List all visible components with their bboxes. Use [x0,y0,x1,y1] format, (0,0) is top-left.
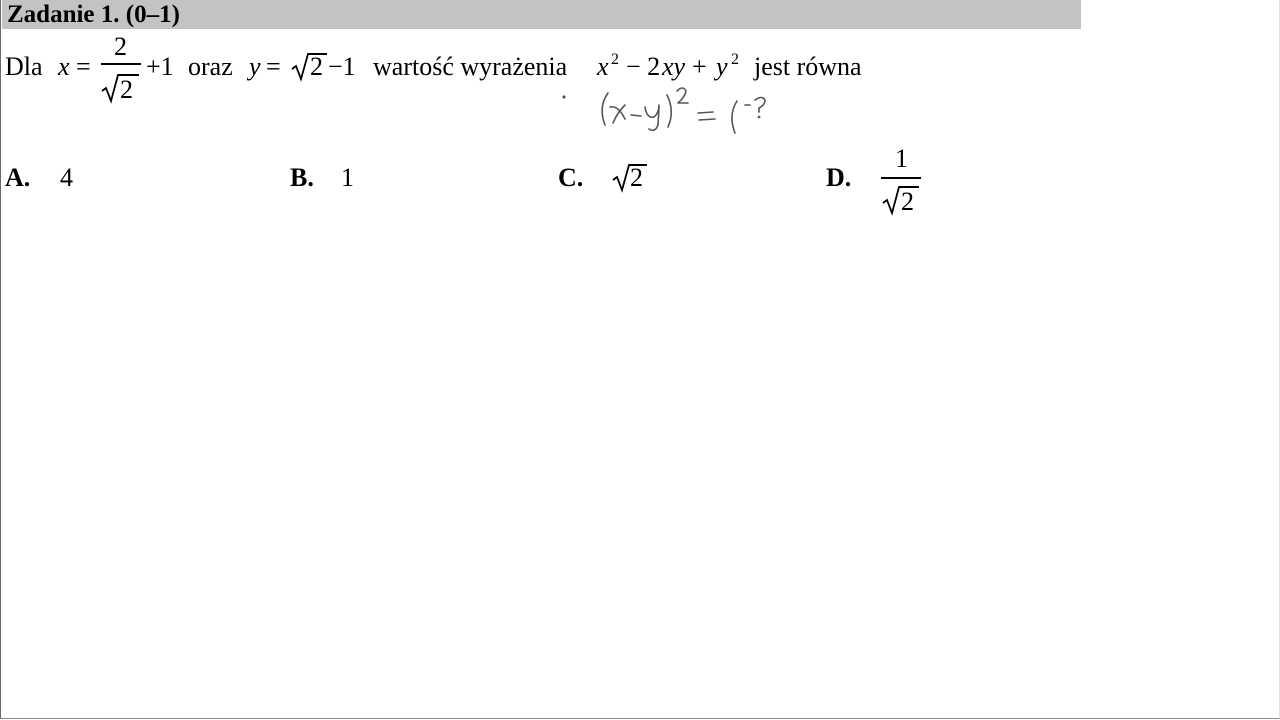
answer-value: 2 [630,163,643,192]
x-fraction-numerator: 2 [114,32,127,61]
answer-fraction-denominator: 2 [901,187,914,216]
answer-letter: A. [5,163,31,192]
var-y: y [249,52,261,81]
answer-fraction-bar [881,177,921,179]
y-radicand: 2 [310,52,323,81]
word-oraz: oraz [188,52,233,81]
sqrt-symbol-icon [882,186,902,216]
answer-value: 4 [60,163,73,192]
answer-letter: D. [826,163,852,192]
answer-letter: B. [290,163,314,192]
answer-value: 1 [341,163,354,192]
expr-x: x [597,52,609,81]
var-x: x [58,52,70,81]
task-title: Zadanie 1. (0–1) [7,1,180,28]
expr-plus: + [692,52,707,81]
expr-y: y [716,52,728,81]
plus-one: +1 [146,52,174,81]
handwritten-note [555,85,785,145]
minus-one: −1 [328,52,356,81]
text-wartosc-wyrazenia: wartość wyrażenia [373,52,568,81]
answer-fraction-numerator: 1 [895,144,908,173]
x-fraction-bar [101,63,141,65]
sqrt-symbol-icon [291,52,311,82]
answer-letter: C. [558,163,584,192]
expr-xy: xy [662,52,686,81]
expr-exponent-2: 2 [731,51,739,68]
equals-sign-2: = [266,52,281,81]
sqrt-symbol-icon [612,163,632,193]
expr-minus-2: − 2 [626,52,661,81]
sqrt-symbol-icon [101,74,121,104]
expr-exponent-1: 2 [611,51,619,68]
equals-sign: = [76,52,91,81]
word-dla: Dla [5,52,43,81]
task-header-bar [2,0,1081,29]
text-jest-rowna: jest równa [754,52,862,81]
x-fraction-denominator: 2 [120,75,133,104]
